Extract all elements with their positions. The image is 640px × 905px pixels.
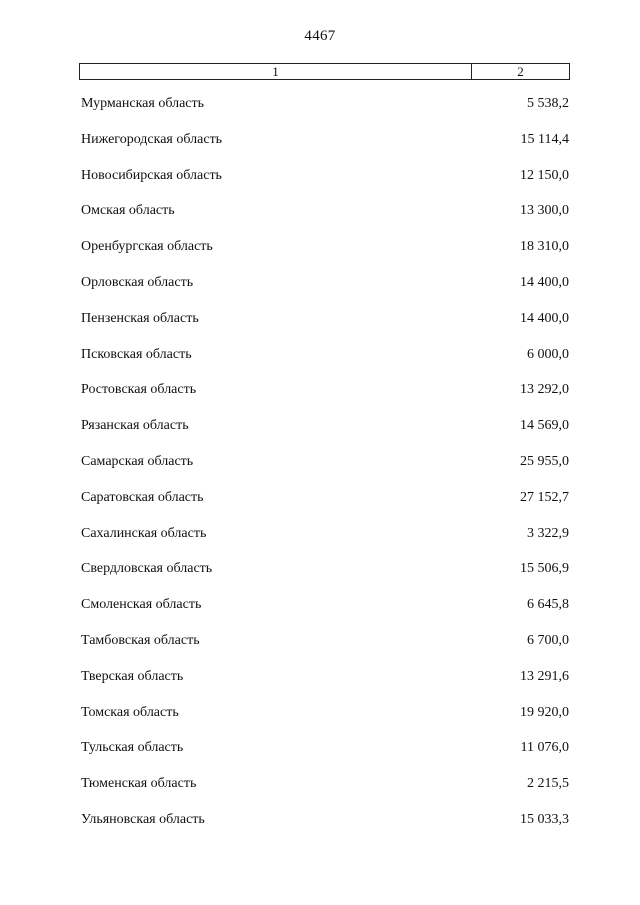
region-name: Ростовская область [81,382,197,398]
region-name: Рязанская область [81,418,189,434]
table-row [0,488,640,524]
region-value: 25 955,0 [520,453,569,469]
region-value: 15 506,9 [520,561,569,577]
region-name: Орловская область [81,274,194,290]
region-value: 27 152,7 [520,489,569,505]
region-name: Пензенская область [81,310,199,326]
region-name: Свердловская область [81,561,213,577]
region-value: 11 076,0 [520,740,569,756]
region-value: 15 033,3 [520,811,569,827]
table-row [0,201,640,237]
region-name: Томская область [81,704,179,720]
region-name: Саратовская область [81,489,204,505]
table-row [0,94,640,130]
region-value: 14 569,0 [520,418,569,434]
table-row [0,559,640,595]
region-value: 19 920,0 [520,704,569,720]
region-name: Нижегородская область [81,131,223,147]
table-row [0,810,640,846]
region-name: Тюменская область [81,776,197,792]
table-row [0,416,640,452]
region-name: Оренбургская область [81,239,213,255]
region-value: 14 400,0 [520,310,569,326]
table-row [0,631,640,667]
table-row [0,774,640,810]
table-row [0,345,640,381]
region-name: Тверская область [81,668,184,684]
region-name: Сахалинская область [81,525,207,541]
table-row [0,309,640,345]
table-row [0,130,640,166]
region-value: 3 322,9 [527,525,569,541]
region-value: 15 114,4 [520,131,569,147]
table-row [0,452,640,488]
table-header [79,63,570,80]
region-value: 6 645,8 [527,597,569,613]
region-value: 6 000,0 [527,346,569,362]
page-number: 4467 [304,28,336,44]
table-row [0,524,640,560]
region-name: Омская область [81,203,175,219]
table-row [0,595,640,631]
table-row [0,703,640,739]
region-name: Новосибирская область [81,167,222,183]
region-value: 12 150,0 [520,167,569,183]
table-header-col2: 2 [517,64,524,79]
region-value: 13 300,0 [520,203,569,219]
table-row [0,273,640,309]
table-row [0,237,640,273]
region-name: Смоленская область [81,597,202,613]
table-header-col1: 1 [80,64,472,79]
region-name: Мурманская область [81,96,205,111]
region-value: 14 400,0 [520,274,569,290]
table-row [0,667,640,703]
region-value: 2 215,5 [527,776,569,792]
region-value: 13 292,0 [520,382,569,398]
table-row [0,166,640,202]
region-name: Ульяновская область [81,811,205,827]
region-name: Тамбовская область [81,632,200,648]
table-row [0,380,640,416]
region-value: 13 291,6 [520,668,569,684]
region-value: 5 538,2 [527,96,569,111]
region-value: 6 700,0 [527,632,569,648]
region-name: Самарская область [81,453,194,469]
region-value: 18 310,0 [520,239,569,255]
table-row [0,738,640,774]
table-body [0,94,640,846]
region-name: Тульская область [81,740,184,756]
region-name: Псковская область [81,346,192,362]
